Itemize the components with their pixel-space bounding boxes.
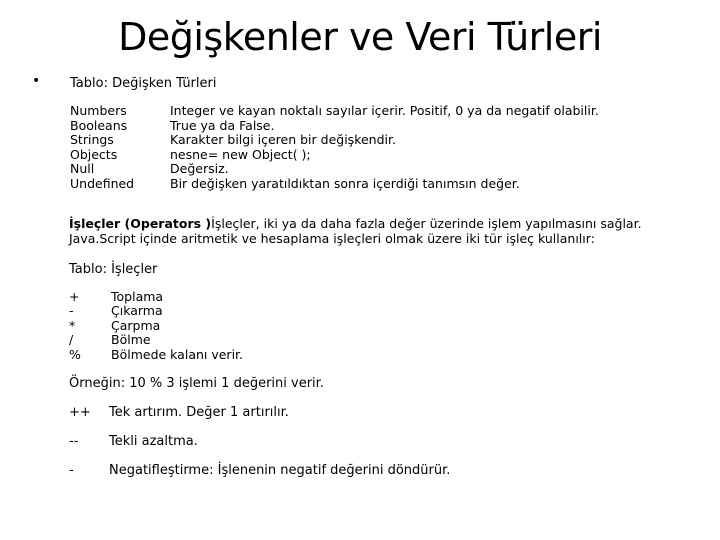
operator-row [69, 290, 243, 304]
unary-operator-row [69, 463, 450, 478]
operator-desc: Toplama [111, 289, 164, 304]
operators-text: İşleçler, iki ya da daha fazla değer üzerinde işlem yapılmasını sağlar. Java.Script içinde aritmetik ve hesaplama işleçleri olmak üzere iki tür işleç kullanılır: [69, 216, 642, 246]
unary-desc: Negatifleştirme: İşlenenin negatif değerini döndürür. [109, 463, 451, 478]
operator-symbol: * [69, 317, 76, 333]
operators-table-caption: Tablo: İşleçler [69, 262, 158, 277]
operators-lead: İşleçler (Operators ) [69, 216, 212, 231]
operator-desc: Bölme [111, 332, 151, 348]
type-row [70, 104, 599, 119]
operator-row [69, 333, 243, 347]
unary-desc: Tekli azaltma. [109, 434, 198, 449]
type-name: Null [70, 161, 95, 177]
unary-symbol: ++ [69, 405, 91, 420]
type-name: Strings [70, 132, 114, 148]
type-desc: Integer ve kayan noktalı sayılar içerir. Positif, 0 ya da negatif olabilir. [170, 103, 599, 118]
type-row [70, 133, 599, 148]
type-row [70, 119, 599, 134]
unary-symbol: -- [69, 434, 79, 449]
operator-symbol: / [69, 332, 74, 348]
type-name: Objects [70, 146, 118, 162]
example-text: Örneğin: 10 % 3 işlemi 1 değerini verir. [69, 376, 324, 391]
types-table-caption: Tablo: Değişken Türleri [70, 76, 217, 91]
variable-types-table [70, 104, 599, 192]
operator-row [69, 319, 243, 333]
type-desc: nesne= new Object( ); [170, 146, 311, 162]
operator-row [69, 348, 243, 362]
type-row [70, 177, 599, 192]
operators-paragraph [69, 217, 689, 246]
operator-desc: Çıkarma [111, 303, 163, 319]
operator-symbol: % [69, 346, 81, 362]
type-desc: True ya da False. [170, 117, 275, 133]
operator-symbol: + [69, 289, 80, 304]
type-name: Undefined [70, 175, 135, 191]
operator-desc: Bölmede kalanı verir. [111, 346, 244, 362]
unary-symbol: - [69, 463, 74, 478]
type-name: Numbers [70, 103, 127, 118]
operator-desc: Çarpma [111, 317, 161, 333]
type-desc: Değersiz. [170, 161, 229, 177]
unary-operator-row [69, 405, 289, 420]
unary-desc: Tek artırım. Değer 1 artırılır. [109, 405, 289, 420]
slide-title: Değişkenler ve Veri Türleri [118, 15, 602, 59]
type-name: Booleans [70, 117, 128, 133]
type-row [70, 148, 599, 163]
type-desc: Bir değişken yaratıldıktan sonra içerdiği tanımsın değer. [170, 175, 520, 191]
unary-operator-row [69, 434, 198, 449]
bullet-marker: • [32, 73, 41, 89]
type-desc: Karakter bilgi içeren bir değişkendir. [170, 132, 396, 148]
operator-symbol: - [69, 303, 74, 319]
operators-table [69, 290, 243, 362]
type-row [70, 162, 599, 177]
operator-row [69, 304, 243, 318]
